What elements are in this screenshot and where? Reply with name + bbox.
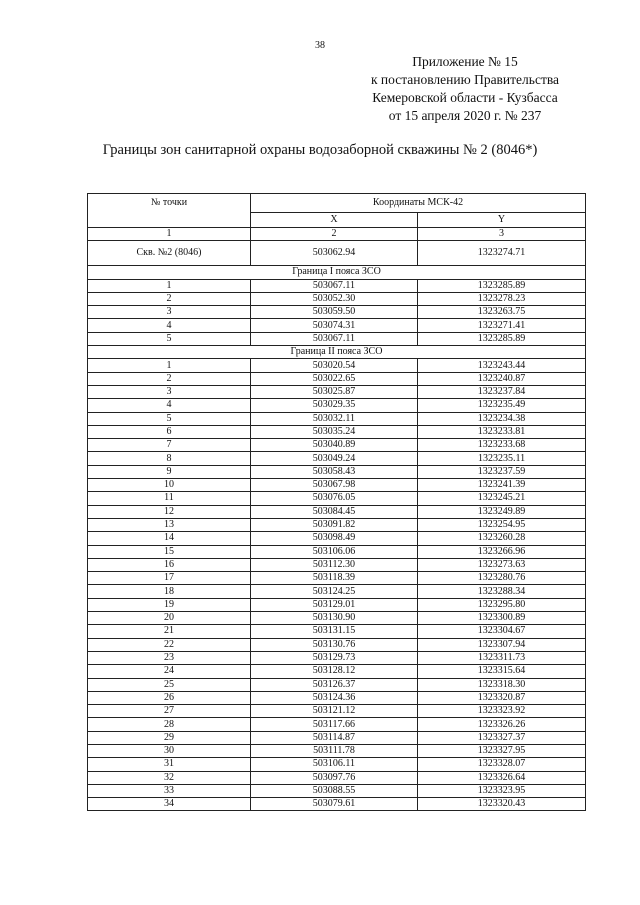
cell-point: 5 — [88, 332, 251, 345]
cell-x: 503130.90 — [251, 612, 418, 625]
table-row — [88, 691, 586, 704]
appendix-line-3: Кемеровской области - Кузбасса — [372, 90, 558, 105]
cell-point: 33 — [88, 784, 251, 797]
cell-x: 503106.06 — [251, 545, 418, 558]
cell-y: 1323234.38 — [418, 412, 586, 425]
cell-y: 1323237.59 — [418, 465, 586, 478]
cell-x: 503112.30 — [251, 558, 418, 571]
table-row — [88, 545, 586, 558]
cell-y: 1323278.23 — [418, 292, 586, 305]
cell-point: 30 — [88, 744, 251, 757]
cell-y: 1323245.21 — [418, 492, 586, 505]
cell-x: 503129.01 — [251, 598, 418, 611]
cell-y: 1323240.87 — [418, 372, 586, 385]
appendix-line-4: от 15 апреля 2020 г. № 237 — [388, 108, 542, 123]
cell-x: 503088.55 — [251, 784, 418, 797]
table-row — [88, 412, 586, 425]
cell-y: 1323241.39 — [418, 479, 586, 492]
cell-point: 17 — [88, 572, 251, 585]
cell-y: 1323295.80 — [418, 598, 586, 611]
cell-x: 503114.87 — [251, 731, 418, 744]
table-row — [88, 718, 586, 731]
cell-y: 1323307.94 — [418, 638, 586, 651]
cell-y: 1323285.89 — [418, 279, 586, 292]
cell-x: 503106.11 — [251, 758, 418, 771]
cell-y: 1323254.95 — [418, 518, 586, 531]
table-row — [88, 385, 586, 398]
cell-x: 503098.49 — [251, 532, 418, 545]
table-header-row — [88, 194, 586, 213]
cell-y: 1323311.73 — [418, 651, 586, 664]
cell-point: 14 — [88, 532, 251, 545]
cell-x: 503022.65 — [251, 372, 418, 385]
cell-point: 1 — [88, 279, 251, 292]
table-row — [88, 558, 586, 571]
table-row — [88, 678, 586, 691]
appendix-line-2: к постановлению Правительства — [370, 72, 560, 87]
cell-x: 503067.11 — [251, 279, 418, 292]
cell-y: 1323260.28 — [418, 532, 586, 545]
document-title: Границы зон санитарной охраны водозаборной скважины № 2 (8046*) — [102, 142, 538, 158]
well-x: 503062.94 — [251, 241, 418, 266]
appendix-line-1: Приложение № 15 — [412, 54, 518, 69]
cell-y: 1323318.30 — [418, 678, 586, 691]
cell-point: 15 — [88, 545, 251, 558]
cell-y: 1323300.89 — [418, 612, 586, 625]
cell-x: 503124.36 — [251, 691, 418, 704]
cell-y: 1323243.44 — [418, 359, 586, 372]
well-label: Скв. №2 (8046) — [88, 241, 251, 266]
table-row — [88, 465, 586, 478]
cell-point: 7 — [88, 439, 251, 452]
cell-y: 1323326.26 — [418, 718, 586, 731]
cell-point: 5 — [88, 412, 251, 425]
cell-y: 1323323.92 — [418, 705, 586, 718]
table-row — [88, 651, 586, 664]
cell-x: 503074.31 — [251, 319, 418, 332]
cell-x: 503121.12 — [251, 705, 418, 718]
table-row — [88, 532, 586, 545]
table-row — [88, 798, 586, 811]
cell-y: 1323273.63 — [418, 558, 586, 571]
cell-y: 1323288.34 — [418, 585, 586, 598]
coordinates-table — [87, 193, 586, 811]
header-x: X — [251, 213, 418, 228]
cell-point: 31 — [88, 758, 251, 771]
table-row — [88, 731, 586, 744]
zone2-title: Граница II пояса ЗСО — [88, 346, 586, 359]
table-row — [88, 479, 586, 492]
cell-point: 24 — [88, 665, 251, 678]
table-row — [88, 439, 586, 452]
cell-y: 1323323.95 — [418, 784, 586, 797]
cell-point: 6 — [88, 425, 251, 438]
cell-y: 1323315.64 — [418, 665, 586, 678]
cell-x: 503020.54 — [251, 359, 418, 372]
table-row — [88, 771, 586, 784]
table-row — [88, 784, 586, 797]
cell-x: 503029.35 — [251, 399, 418, 412]
cell-y: 1323304.67 — [418, 625, 586, 638]
cell-x: 503079.61 — [251, 798, 418, 811]
cell-y: 1323328.07 — [418, 758, 586, 771]
table-row — [88, 452, 586, 465]
cell-x: 503067.98 — [251, 479, 418, 492]
cell-point: 19 — [88, 598, 251, 611]
cell-y: 1323271.41 — [418, 319, 586, 332]
cell-point: 18 — [88, 585, 251, 598]
cell-point: 16 — [88, 558, 251, 571]
cell-x: 503097.76 — [251, 771, 418, 784]
zone1-title: Граница I пояса ЗСО — [88, 266, 586, 279]
cell-x: 503117.66 — [251, 718, 418, 731]
cell-point: 25 — [88, 678, 251, 691]
table-row — [88, 359, 586, 372]
table-row — [88, 306, 586, 319]
header-coordinates: Координаты МСК-42 — [251, 194, 586, 213]
well-y: 1323274.71 — [418, 241, 586, 266]
cell-point: 23 — [88, 651, 251, 664]
cell-point: 3 — [88, 385, 251, 398]
cell-y: 1323320.43 — [418, 798, 586, 811]
cell-point: 10 — [88, 479, 251, 492]
table-row — [88, 638, 586, 651]
cell-y: 1323327.95 — [418, 744, 586, 757]
cell-y: 1323249.89 — [418, 505, 586, 518]
cell-point: 1 — [88, 359, 251, 372]
cell-x: 503129.73 — [251, 651, 418, 664]
cell-point: 8 — [88, 452, 251, 465]
cell-y: 1323235.11 — [418, 452, 586, 465]
table-row — [88, 625, 586, 638]
cell-x: 503059.50 — [251, 306, 418, 319]
cell-point: 9 — [88, 465, 251, 478]
cell-x: 503128.12 — [251, 665, 418, 678]
cell-y: 1323327.37 — [418, 731, 586, 744]
column-number-row — [88, 228, 586, 241]
cell-point: 27 — [88, 705, 251, 718]
table-row — [88, 598, 586, 611]
cell-point: 22 — [88, 638, 251, 651]
cell-y: 1323233.68 — [418, 439, 586, 452]
header-point: № точки — [88, 194, 251, 228]
cell-x: 503084.45 — [251, 505, 418, 518]
well-row — [88, 241, 586, 266]
table-row — [88, 744, 586, 757]
cell-y: 1323280.76 — [418, 572, 586, 585]
cell-y: 1323233.81 — [418, 425, 586, 438]
cell-point: 28 — [88, 718, 251, 731]
cell-y: 1323285.89 — [418, 332, 586, 345]
cell-x: 503091.82 — [251, 518, 418, 531]
cell-point: 21 — [88, 625, 251, 638]
cell-x: 503035.24 — [251, 425, 418, 438]
cell-y: 1323266.96 — [418, 545, 586, 558]
cell-x: 503052.30 — [251, 292, 418, 305]
cell-x: 503130.76 — [251, 638, 418, 651]
cell-point: 12 — [88, 505, 251, 518]
cell-y: 1323263.75 — [418, 306, 586, 319]
cell-point: 4 — [88, 319, 251, 332]
cell-x: 503126.37 — [251, 678, 418, 691]
table-row — [88, 425, 586, 438]
table-row — [88, 319, 586, 332]
cell-x: 503040.89 — [251, 439, 418, 452]
cell-point: 20 — [88, 612, 251, 625]
cell-point: 32 — [88, 771, 251, 784]
cell-x: 503067.11 — [251, 332, 418, 345]
cell-point: 26 — [88, 691, 251, 704]
table-row — [88, 705, 586, 718]
table-row — [88, 279, 586, 292]
table-row — [88, 518, 586, 531]
cell-x: 503111.78 — [251, 744, 418, 757]
cell-point: 4 — [88, 399, 251, 412]
cell-point: 11 — [88, 492, 251, 505]
page-number: 38 — [315, 40, 325, 51]
table-row — [88, 572, 586, 585]
table-row — [88, 758, 586, 771]
cell-point: 29 — [88, 731, 251, 744]
cell-x: 503131.15 — [251, 625, 418, 638]
appendix-block — [340, 53, 590, 125]
table-row — [88, 492, 586, 505]
cell-x: 503058.43 — [251, 465, 418, 478]
table-row — [88, 505, 586, 518]
cell-point: 2 — [88, 292, 251, 305]
table-row — [88, 292, 586, 305]
cell-x: 503032.11 — [251, 412, 418, 425]
table-row — [88, 399, 586, 412]
cell-x: 503124.25 — [251, 585, 418, 598]
header-y: Y — [418, 213, 586, 228]
cell-y: 1323326.64 — [418, 771, 586, 784]
cell-x: 503025.87 — [251, 385, 418, 398]
cell-y: 1323235.49 — [418, 399, 586, 412]
table-row — [88, 612, 586, 625]
cell-point: 2 — [88, 372, 251, 385]
zone2-title-row — [88, 346, 586, 359]
cell-x: 503049.24 — [251, 452, 418, 465]
column-number: 1 — [88, 228, 251, 241]
table-row — [88, 585, 586, 598]
zone1-title-row — [88, 266, 586, 279]
table-row — [88, 332, 586, 345]
column-number: 2 — [251, 228, 418, 241]
cell-point: 3 — [88, 306, 251, 319]
cell-y: 1323320.87 — [418, 691, 586, 704]
cell-x: 503076.05 — [251, 492, 418, 505]
table-row — [88, 665, 586, 678]
column-number: 3 — [418, 228, 586, 241]
cell-point: 34 — [88, 798, 251, 811]
table-row — [88, 372, 586, 385]
cell-y: 1323237.84 — [418, 385, 586, 398]
cell-x: 503118.39 — [251, 572, 418, 585]
cell-point: 13 — [88, 518, 251, 531]
